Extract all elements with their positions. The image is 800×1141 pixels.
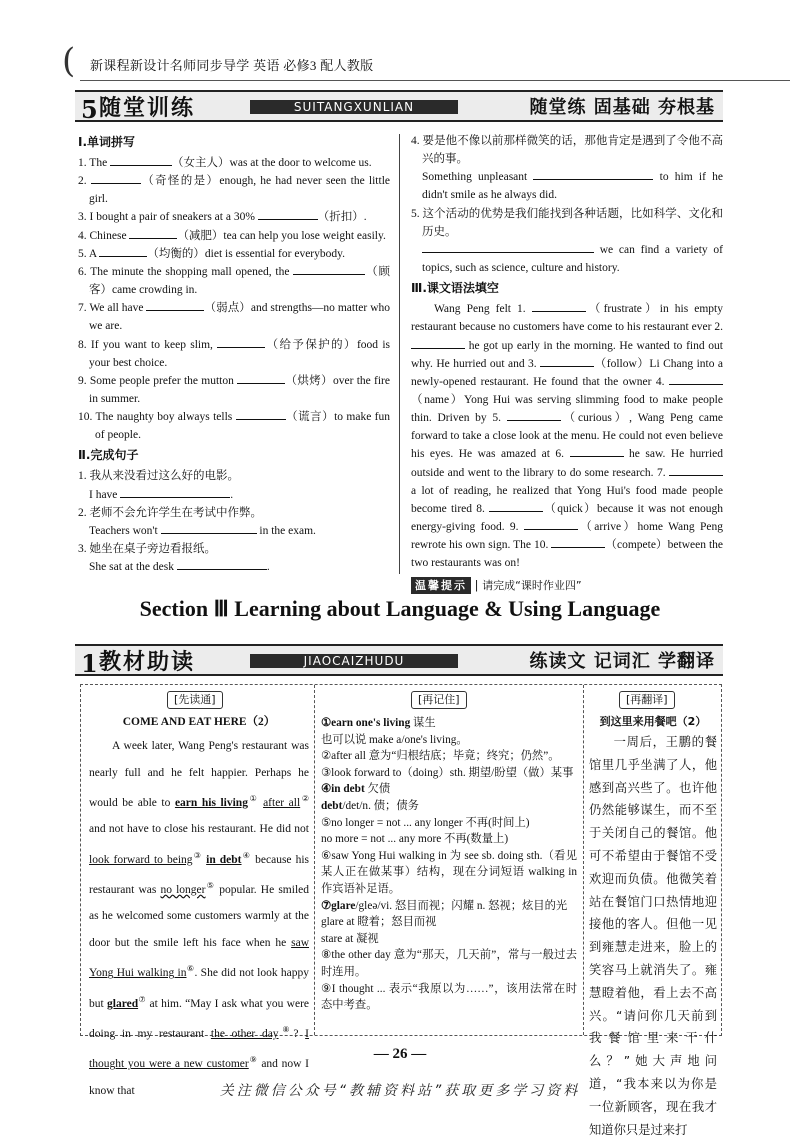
section-banner-jiaocai: [75, 644, 723, 676]
grammar-fill-passage: Wang Peng felt 1. （frustrate）in his empty restaurant because no customers have come to his restaurant ever 2. he got up early in the morning. He wanted to find out why. He hurried out and 3. （follow）Li Chang into a newly-opened restaurant. He found that the owner 4. （name）Yong Hui was serving slimming food to make people thin. Driven by 5. （curious）, Wang Peng came forward to take a close look at the menu. He could not even believe his eyes. He was amazed at 6. he saw. He hurried outside and went to the library to do some research. 7. a lot of reading, he realized that Yong Hui's food made people become tired 8. （quick）because it was not enough energy-giving food. 9. （arrive）home Wang Peng rewrote his own sign. The 10. （compete）between the two restaurants was on!: [411, 300, 723, 572]
header-text: 新课程新设计名师同步导学 英语 必修3 配人教版: [90, 58, 374, 73]
banner-title: 随堂训练: [99, 96, 196, 121]
left-column: [78, 132, 390, 576]
note-line: ⑨I thought ... 表示“我原以为……”，该用法常在时态中考查。: [321, 982, 577, 1012]
page-header: [60, 41, 760, 81]
passage-body: A week later, Wang Peng's restaurant was nearly full and he felt happier. Perhaps he would be able to earn his living① after all② and not have to close his restaurant. He did not look forward to being③ in debt④ because his restaurant was no longer⑤ popular. He smiled as he welcomed some customers warmly at the door but the smile left his face when he saw Yong Hui walking in⑥. She did not look happy but glared⑦ at him. “May I ask what you were doing in my restaurant the other day⑧? I thought you were a new customer⑨ and now I know that: [89, 740, 310, 1097]
answer-blank[interactable]: [669, 464, 723, 476]
answer-blank[interactable]: [533, 168, 653, 180]
exercise-item: 2. （奇怪的是）enough, he had never seen the little girl.: [78, 172, 390, 208]
note-line: stare at 凝视: [321, 932, 379, 945]
translation-body: 一周后，王鹏的餐馆里几乎坐满了人，他感到高兴些了。也许他仍然能够谋生，而不至于关闭自己的餐馆。他可不希望由于餐馆不受欢迎而负债。他微笑着站在餐馆门口热情地迎接他的客人。但他一见到雍慧走进来，脸上的笑容马上就消失了。雍慧瞪着他，看上去不高兴。“请问你几天前到我餐馆里来干什么？”她大声地问道，“我本来以为你是一位新顾客，现在我才知道你只是过来打: [589, 735, 717, 1137]
answer-blank[interactable]: [99, 245, 147, 257]
part2-heading: Ⅱ.完成句子: [78, 448, 139, 463]
tag-read: [先读通]: [167, 691, 223, 709]
header-rule: [80, 80, 790, 81]
answer-blank[interactable]: [129, 227, 177, 239]
banner-pinyin: SUITANGXUNLIAN: [250, 100, 458, 114]
answer-blank[interactable]: [669, 373, 723, 385]
section-banner-suitang: [75, 90, 723, 122]
answer-blank[interactable]: [570, 445, 624, 457]
answer-blank[interactable]: [161, 522, 257, 534]
banner-pinyin: JIAOCAIZHUDU: [250, 654, 458, 668]
answer-blank[interactable]: [236, 408, 286, 420]
part3-heading: Ⅲ.课文语法填空: [411, 281, 499, 296]
note-line: no more = not ... any more 不再(数量上): [321, 833, 509, 846]
exercise-item: 7. We all have （弱点）and strengths—no matter who we are.: [78, 299, 390, 335]
note-line: 也可以说 make a/one's living。: [321, 733, 468, 746]
footer-watermark: 关注微信公众号“教辅资料站”获取更多学习资料: [219, 1083, 581, 1099]
column-divider: [399, 134, 400, 574]
answer-blank[interactable]: [540, 355, 594, 367]
note-line: ⑧the other day 意为“那天，几天前”，常与一般过去时连用。: [321, 949, 577, 978]
tip-label: 温馨提示: [411, 577, 471, 594]
answer-blank[interactable]: [91, 172, 141, 184]
translation-passage: [589, 713, 717, 1141]
answer-blank[interactable]: [120, 486, 230, 498]
right-column: [411, 132, 723, 594]
answer-blank[interactable]: [237, 372, 285, 384]
answer-blank[interactable]: [258, 208, 318, 220]
exercise-item: 8. If you want to keep slim, （给予保护的）food is your best choice.: [78, 336, 390, 372]
answer-blank[interactable]: [422, 241, 594, 253]
answer-blank[interactable]: [217, 336, 265, 348]
note-line: debt/det/n. 债；债务: [321, 799, 419, 812]
answer-blank[interactable]: [293, 263, 365, 275]
exercise-item: 10. The naughty boy always tells （谎言）to make fun of people.: [78, 408, 390, 444]
answer-blank[interactable]: [551, 536, 605, 548]
answer-blank[interactable]: [411, 337, 465, 349]
note-line: ⑦glare/gleə/vi. 怒目而视；闪耀 n. 怒视；炫目的光: [321, 899, 568, 912]
answer-blank[interactable]: [507, 409, 561, 421]
passage-title: COME AND EAT HERE（2）: [122, 716, 276, 728]
note-line: ②after all 意为“归根结底；毕竟；终究；仍然”。: [321, 750, 560, 763]
tag-translate: [再翻译]: [619, 691, 675, 709]
sentence-item: 3. 她坐在桌子旁边看报纸。 She sat at the desk .: [78, 543, 270, 574]
tip-box: 温馨提示 | 请完成“课时作业四”: [411, 576, 723, 594]
banner-number: 5: [81, 95, 98, 124]
banner-slogan: 随堂练 固基础 夯根基: [529, 97, 715, 118]
exercise-item: 3. I bought a pair of sneakers at a 30% （折扣）.: [78, 208, 390, 226]
note-line: ④in debt 欠债: [321, 783, 391, 796]
sentence-item: 4. 要是他不像以前那样微笑的话，那他肯定是遇到了令他不高兴的事。 Something unpleasant to him if he didn't smile as he always did.: [411, 135, 723, 202]
exercise-item: 6. The minute the shopping mall opened, the （顾客）came crowding in.: [78, 263, 390, 299]
banner-title: 教材助读: [99, 650, 196, 675]
header-bracket: (: [62, 41, 76, 81]
page-number: — 26 —: [373, 1046, 427, 1062]
exercise-item: 1. The （女主人）was at the door to welcome us.: [78, 154, 390, 172]
exercise-item: 4. Chinese （减肥）tea can help you lose weight easily.: [78, 227, 390, 245]
box-divider: [314, 685, 315, 1035]
box-divider: [583, 685, 584, 1035]
section-title: Section Ⅲ Learning about Language & Using Language: [139, 596, 661, 621]
sentence-item: 5. 这个活动的优势是我们能找到各种话题，比如科学、文化和历史。 we can find a variety of topics, such as science, culture and history.: [411, 207, 723, 275]
note-line: ①earn one's living 谋生: [321, 717, 436, 729]
answer-blank[interactable]: [177, 558, 267, 570]
answer-blank[interactable]: [489, 500, 543, 512]
note-line: ⑥saw Yong Hui walking in 为 see sb. doing sth.（看见某人正在做某事）结构，现在分词短语 walking in 作宾语补足语。: [321, 849, 577, 895]
exercise-item: 5. A （均衡的）diet is essential for everybody.: [78, 245, 390, 263]
part1-heading: Ⅰ.单词拼写: [78, 135, 136, 149]
vocabulary-notes: [321, 715, 577, 1014]
answer-blank[interactable]: [524, 518, 578, 530]
translation-title: 到这里来用餐吧（2）: [599, 715, 707, 728]
exercise-item: 9. Some people prefer the mutton （烘烤）over the fire in summer.: [78, 372, 390, 408]
banner-slogan: 练读文 记词汇 学翻译: [529, 651, 715, 672]
answer-blank[interactable]: [146, 299, 204, 311]
answer-blank[interactable]: [532, 300, 586, 312]
note-line: ③look forward to（doing）sth. 期望/盼望（做）某事: [321, 766, 574, 779]
tip-text: 请完成“课时作业四”: [482, 578, 582, 592]
note-line: glare at 瞪着；怒目而视: [321, 916, 437, 929]
banner-number: 1: [81, 649, 98, 678]
sentence-item: 2. 老师不会允许学生在考试中作弊。 Teachers won't in the exam.: [78, 506, 316, 537]
answer-blank[interactable]: [110, 154, 172, 166]
sentence-item: 1. 我从来没看过这么好的电影。 I have .: [78, 470, 239, 501]
tag-memorize: [再记住]: [411, 691, 467, 709]
note-line: ⑤no longer = not ... any longer 不再(时间上): [321, 816, 530, 829]
